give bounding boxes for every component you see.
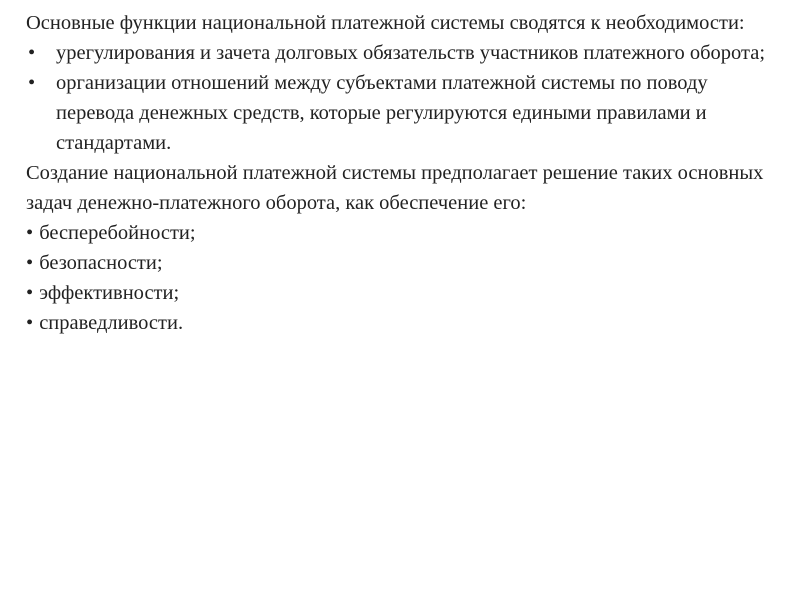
list-item	[26, 218, 786, 248]
list-item	[26, 278, 786, 308]
list-item-text: бесперебойности;	[39, 222, 196, 244]
bullet-icon: •	[26, 312, 34, 334]
bullet-icon: •	[28, 42, 36, 64]
list-item-text: безопасности;	[39, 252, 163, 274]
tasks-intro-paragraph: Создание национальной платежной системы предполагает решение таких основных задач денежно-платежного оборота, как обеспечение его:	[26, 162, 764, 214]
list-item	[26, 38, 786, 68]
intro-paragraph: Основные функции национальной платежной системы сводятся к необходимости:	[26, 12, 745, 34]
bullet-icon: •	[28, 72, 36, 94]
bullet-icon: •	[26, 252, 34, 274]
list-item-text: справедливости.	[39, 312, 184, 334]
list-item-text: эффективности;	[39, 282, 180, 304]
functions-list	[26, 38, 786, 158]
list-item	[26, 308, 786, 338]
bullet-icon: •	[26, 222, 34, 244]
list-item-text: урегулирования и зачета долговых обязательств участников платежного оборота;	[56, 42, 766, 64]
slide-content	[26, 8, 786, 338]
tasks-list	[26, 218, 786, 338]
list-item-text: организации отношений между субъектами платежной системы по поводу перевода денежных средств, которые регулируются едиными правилами и стандартами.	[56, 72, 708, 154]
bullet-icon: •	[26, 282, 34, 304]
list-item	[26, 248, 786, 278]
list-item	[26, 68, 786, 158]
